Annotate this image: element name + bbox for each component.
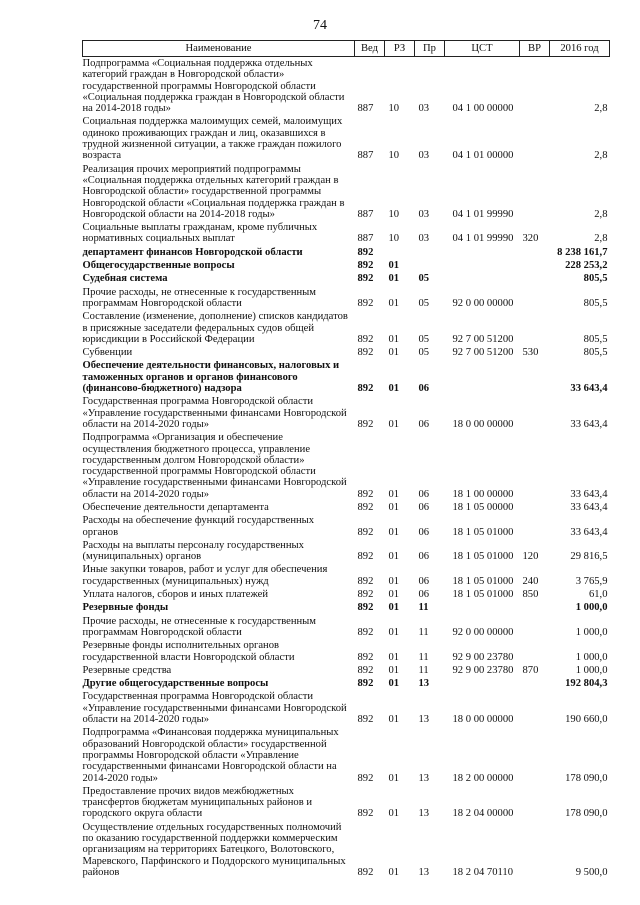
row-amount: 3 765,9 xyxy=(575,575,608,587)
row-name: департамент финансов Новгородской области xyxy=(82,246,303,258)
row-name: Расходы на обеспечение функций государственных органов xyxy=(82,515,315,538)
row-vr xyxy=(520,678,550,691)
row-cst: 18 1 05 01000 xyxy=(452,575,514,587)
row-cst: 92 0 00 00000 xyxy=(452,297,514,309)
row-name: Резервные фонды xyxy=(82,602,169,614)
row-cst: 92 7 00 51200 xyxy=(452,333,514,345)
table-row xyxy=(83,564,610,589)
row-pr: 13 xyxy=(418,772,430,784)
row-cst: 04 1 00 00000 xyxy=(452,103,514,115)
row-ved: 892 xyxy=(357,714,374,726)
row-amount: 805,5 xyxy=(583,297,608,309)
row-name: Общегосударственные вопросы xyxy=(82,260,235,272)
row-pr: 06 xyxy=(418,589,430,601)
row-vr xyxy=(520,602,550,615)
row-amount: 1 000,0 xyxy=(575,651,608,663)
row-name: Резервные фонды исполнительных органов государственной власти Новгородской области xyxy=(82,640,295,663)
row-ved: 892 xyxy=(357,273,374,285)
row-amount: 9 500,0 xyxy=(575,866,608,878)
row-ved: 892 xyxy=(357,575,374,587)
row-rz: 01 xyxy=(388,602,400,614)
row-name: Прочие расходы, не отнесенные к государственным программам Новгородской области xyxy=(82,286,317,309)
row-cst: 18 2 00 00000 xyxy=(452,772,514,784)
row-name: Субвенции xyxy=(82,347,133,359)
row-name: Судебная система xyxy=(82,273,168,285)
table-row xyxy=(83,602,610,615)
row-cst: 92 7 00 51200 xyxy=(452,347,514,359)
row-ved: 892 xyxy=(357,383,374,395)
row-amount: 192 804,3 xyxy=(565,678,608,690)
row-name: Составление (изменение, дополнение) списков кандидатов в присяжные заседатели федеральных судов общей юрисдикции в Российской Федерации xyxy=(82,311,348,345)
table-row xyxy=(83,502,610,515)
row-name: Подпрограмма «Организация и обеспечение осуществления бюджетного процесса, управление государственным долгом Новгородской области» государственной программы Новгородской области «Управление государственными финансами Новгородской области на 2014-2020 годы» xyxy=(82,432,347,500)
row-rz: 01 xyxy=(388,297,400,309)
row-ved: 887 xyxy=(357,150,374,162)
row-cst: 18 1 05 01000 xyxy=(452,589,514,601)
row-name: Государственная программа Новгородской области «Управление государственными финансами Новгородской области на 2014-2020 годы» xyxy=(82,691,347,726)
row-pr: 06 xyxy=(418,488,430,500)
row-ved: 892 xyxy=(357,602,374,614)
row-amount: 190 660,0 xyxy=(565,714,608,726)
row-vr: 870 xyxy=(522,664,539,676)
table-row xyxy=(83,57,610,117)
row-ved: 892 xyxy=(357,501,374,513)
row-amount: 33 643,4 xyxy=(570,383,608,395)
row-vr xyxy=(520,786,550,822)
row-rz: 01 xyxy=(388,501,400,513)
row-vr: 530 xyxy=(522,347,539,359)
row-pr xyxy=(415,247,445,260)
table-row xyxy=(83,164,610,222)
row-pr: 06 xyxy=(418,526,430,538)
row-rz: 01 xyxy=(388,589,400,601)
row-rz: 01 xyxy=(388,651,400,663)
row-vr xyxy=(520,691,550,727)
row-pr: 03 xyxy=(418,208,430,220)
table-row xyxy=(83,260,610,273)
row-name: Государственная программа Новгородской области «Управление государственными финансами Новгородской области на 2014-2020 годы» xyxy=(82,396,347,430)
row-amount: 8 238 161,7 xyxy=(557,246,608,258)
row-ved: 887 xyxy=(357,103,374,115)
table-row xyxy=(83,727,610,785)
row-pr: 05 xyxy=(418,347,430,359)
row-cst: 18 0 00 00000 xyxy=(452,418,514,430)
row-name: Социальная поддержка малоимущих семей, малоимущих одиноко проживающих граждан и лиц, оказавшихся в трудной жизненной ситуации, а также граждан пожилого возраста xyxy=(82,116,343,162)
row-vr xyxy=(520,640,550,665)
row-vr xyxy=(520,502,550,515)
row-amount: 1 000,0 xyxy=(575,626,608,638)
row-rz: 10 xyxy=(388,150,400,162)
row-cst: 92 9 00 23780 xyxy=(452,664,514,676)
row-amount: 178 090,0 xyxy=(565,772,608,784)
row-cst xyxy=(445,602,520,615)
row-cst: 18 1 05 00000 xyxy=(452,501,514,513)
row-name: Прочие расходы, не отнесенные к государственным программам Новгородской области xyxy=(82,615,317,638)
row-rz: 01 xyxy=(388,866,400,878)
row-rz: 01 xyxy=(388,808,400,820)
row-ved: 892 xyxy=(357,651,374,663)
row-amount: 33 643,4 xyxy=(570,526,608,538)
row-pr: 13 xyxy=(418,714,430,726)
row-name: Иные закупки товаров, работ и услуг для обеспечения государственных (муниципальных) нужд xyxy=(82,564,328,587)
row-rz: 01 xyxy=(388,626,400,638)
row-cst: 04 1 01 00000 xyxy=(452,150,514,162)
row-pr: 03 xyxy=(418,150,430,162)
table-row xyxy=(83,640,610,665)
row-vr xyxy=(520,273,550,286)
row-vr xyxy=(520,311,550,347)
row-cst: 18 2 04 70110 xyxy=(452,866,514,878)
row-pr: 13 xyxy=(418,866,430,878)
row-pr: 03 xyxy=(418,233,430,245)
header-year: 2016 год xyxy=(550,41,610,57)
row-vr xyxy=(520,432,550,502)
row-vr: 240 xyxy=(522,575,539,587)
row-rz: 10 xyxy=(388,233,400,245)
row-name: Обеспечение деятельности финансовых, налоговых и таможенных органов и органов финансового (финансово-бюджетного) надзора xyxy=(82,360,340,395)
table-row xyxy=(83,347,610,360)
row-rz: 01 xyxy=(388,488,400,500)
row-rz: 01 xyxy=(388,772,400,784)
row-ved: 887 xyxy=(357,233,374,245)
row-cst: 92 0 00 00000 xyxy=(452,626,514,638)
row-ved: 887 xyxy=(357,208,374,220)
row-vr xyxy=(520,396,550,432)
row-cst: 92 9 00 23780 xyxy=(452,651,514,663)
row-pr: 06 xyxy=(418,551,430,563)
row-ved: 892 xyxy=(357,246,374,258)
row-rz: 01 xyxy=(388,347,400,359)
row-pr: 06 xyxy=(418,575,430,587)
row-amount: 178 090,0 xyxy=(565,808,608,820)
table-row xyxy=(83,360,610,396)
row-ved: 892 xyxy=(357,589,374,601)
row-ved: 892 xyxy=(357,347,374,359)
row-amount: 805,5 xyxy=(583,273,608,285)
row-vr xyxy=(520,727,550,785)
row-vr xyxy=(520,260,550,273)
row-name: Предоставление прочих видов межбюджетных трансфертов бюджетам муниципальных районов и городского округа области xyxy=(82,785,313,820)
row-name: Другие общегосударственные вопросы xyxy=(82,678,269,690)
row-ved: 892 xyxy=(357,808,374,820)
table-row xyxy=(83,616,610,641)
row-amount: 228 253,2 xyxy=(565,260,608,272)
row-ved: 892 xyxy=(357,551,374,563)
table-row xyxy=(83,540,610,565)
row-name: Осуществление отдельных государственных полномочий по оказанию государственной поддержки коммерческим организациям на территориях Батецкого, Волотовского, Маревского, Парфинского и Поддорского муниципальных районов xyxy=(82,821,346,878)
header-name: Наименование xyxy=(83,41,355,57)
row-pr: 06 xyxy=(418,418,430,430)
row-vr xyxy=(520,57,550,117)
row-rz: 01 xyxy=(388,418,400,430)
row-ved: 892 xyxy=(357,772,374,784)
row-rz: 01 xyxy=(388,714,400,726)
row-cst xyxy=(445,260,520,273)
row-vr: 120 xyxy=(522,551,539,563)
row-ved: 892 xyxy=(357,866,374,878)
row-ved: 892 xyxy=(357,678,374,690)
table-row xyxy=(83,396,610,432)
row-pr: 11 xyxy=(418,602,429,614)
row-name: Подпрограмма «Финансовая поддержка муниципальных образований Новгородской области» государственной программы Новгородской области «Управление государственными финансами Новгородской области на 2014-2020 годы» xyxy=(82,727,339,784)
row-rz: 01 xyxy=(388,333,400,345)
row-cst: 18 2 04 00000 xyxy=(452,808,514,820)
row-name: Расходы на выплаты персоналу государственных (муниципальных) органов xyxy=(82,539,304,563)
row-rz: 10 xyxy=(388,103,400,115)
row-amount: 2,8 xyxy=(594,150,608,162)
row-amount: 61,0 xyxy=(588,589,608,601)
row-cst xyxy=(445,678,520,691)
row-rz: 01 xyxy=(388,551,400,563)
row-cst xyxy=(445,360,520,396)
row-vr xyxy=(520,822,550,880)
row-vr xyxy=(520,116,550,163)
row-rz: 01 xyxy=(388,664,400,676)
row-amount: 805,5 xyxy=(583,333,608,345)
row-vr xyxy=(520,616,550,641)
row-pr: 03 xyxy=(418,103,430,115)
row-vr xyxy=(520,287,550,312)
table-body xyxy=(83,57,610,881)
row-ved: 892 xyxy=(357,418,374,430)
header-pr: Пр xyxy=(415,41,445,57)
row-cst xyxy=(445,247,520,260)
header-rz: РЗ xyxy=(385,41,415,57)
row-pr: 13 xyxy=(418,808,430,820)
row-cst: 04 1 01 99990 xyxy=(452,208,514,220)
row-cst: 18 0 00 00000 xyxy=(452,714,514,726)
row-amount: 33 643,4 xyxy=(570,418,608,430)
row-name: Социальные выплаты гражданам, кроме публичных нормативных социальных выплат xyxy=(82,222,318,245)
row-name: Уплата налогов, сборов и иных платежей xyxy=(82,589,269,601)
budget-table xyxy=(82,40,610,880)
row-pr xyxy=(415,260,445,273)
row-pr: 11 xyxy=(418,626,429,638)
table-row xyxy=(83,432,610,502)
row-rz xyxy=(385,247,415,260)
row-amount: 2,8 xyxy=(594,208,608,220)
row-cst: 04 1 01 99990 xyxy=(452,233,514,245)
header-cst: ЦСТ xyxy=(445,41,520,57)
row-name: Резервные средства xyxy=(82,664,172,676)
page-number: 74 xyxy=(313,18,327,33)
row-amount: 1 000,0 xyxy=(575,664,608,676)
row-pr: 06 xyxy=(418,501,430,513)
table-row xyxy=(83,273,610,286)
row-cst: 18 1 00 00000 xyxy=(452,488,514,500)
table-row xyxy=(83,678,610,691)
row-pr: 05 xyxy=(418,273,430,285)
row-cst: 18 1 05 01000 xyxy=(452,551,514,563)
row-amount: 29 816,5 xyxy=(570,551,608,563)
table-row xyxy=(83,116,610,163)
row-rz: 01 xyxy=(388,260,400,272)
row-ved: 892 xyxy=(357,626,374,638)
row-vr: 320 xyxy=(522,233,539,245)
row-rz: 01 xyxy=(388,383,400,395)
row-rz: 01 xyxy=(388,273,400,285)
row-pr: 11 xyxy=(418,664,429,676)
row-vr: 850 xyxy=(522,589,539,601)
row-rz: 01 xyxy=(388,575,400,587)
table-row xyxy=(83,287,610,312)
table-row xyxy=(83,222,610,247)
row-pr: 05 xyxy=(418,297,430,309)
row-amount: 33 643,4 xyxy=(570,488,608,500)
row-ved: 892 xyxy=(357,488,374,500)
table-row xyxy=(83,665,610,678)
row-amount: 33 643,4 xyxy=(570,501,608,513)
table-row xyxy=(83,822,610,880)
table-row xyxy=(83,786,610,822)
row-rz: 01 xyxy=(388,526,400,538)
row-name: Обеспечение деятельности департамента xyxy=(82,501,269,513)
header-vr: ВР xyxy=(520,41,550,57)
row-ved: 892 xyxy=(357,664,374,676)
row-rz: 01 xyxy=(388,678,400,690)
header-ved: Вед xyxy=(355,41,385,57)
row-pr: 11 xyxy=(418,651,429,663)
row-amount: 2,8 xyxy=(594,103,608,115)
row-cst xyxy=(445,273,520,286)
row-amount: 2,8 xyxy=(594,233,608,245)
row-rz: 10 xyxy=(388,208,400,220)
table-header-row xyxy=(83,41,610,57)
row-vr xyxy=(520,360,550,396)
row-ved: 892 xyxy=(357,260,374,272)
table-row xyxy=(83,515,610,540)
row-pr: 13 xyxy=(418,678,430,690)
row-name: Реализация прочих мероприятий подпрограммы «Социальная поддержка отдельных категорий граждан в Новгородской области» государственной программы Новгородской области «Социальная поддержка граждан в Новгородской области на 2014-2018 годы» xyxy=(82,163,345,220)
table-row xyxy=(83,311,610,347)
row-ved: 892 xyxy=(357,297,374,309)
table-row xyxy=(83,589,610,602)
row-vr xyxy=(520,515,550,540)
row-amount: 805,5 xyxy=(583,347,608,359)
row-ved: 892 xyxy=(357,333,374,345)
row-vr xyxy=(520,164,550,222)
table-row xyxy=(83,247,610,260)
row-cst: 18 1 05 01000 xyxy=(452,526,514,538)
row-ved: 892 xyxy=(357,526,374,538)
row-vr xyxy=(520,247,550,260)
row-pr: 06 xyxy=(418,383,430,395)
row-amount: 1 000,0 xyxy=(575,602,608,614)
row-name: Подпрограмма «Социальная поддержка отдельных категорий граждан в Новгородской области» государственной программы Новгородской области «Социальная поддержка граждан в Новгородской области на 2014-2018 годы» xyxy=(82,58,345,115)
row-pr: 05 xyxy=(418,333,430,345)
table-row xyxy=(83,691,610,727)
